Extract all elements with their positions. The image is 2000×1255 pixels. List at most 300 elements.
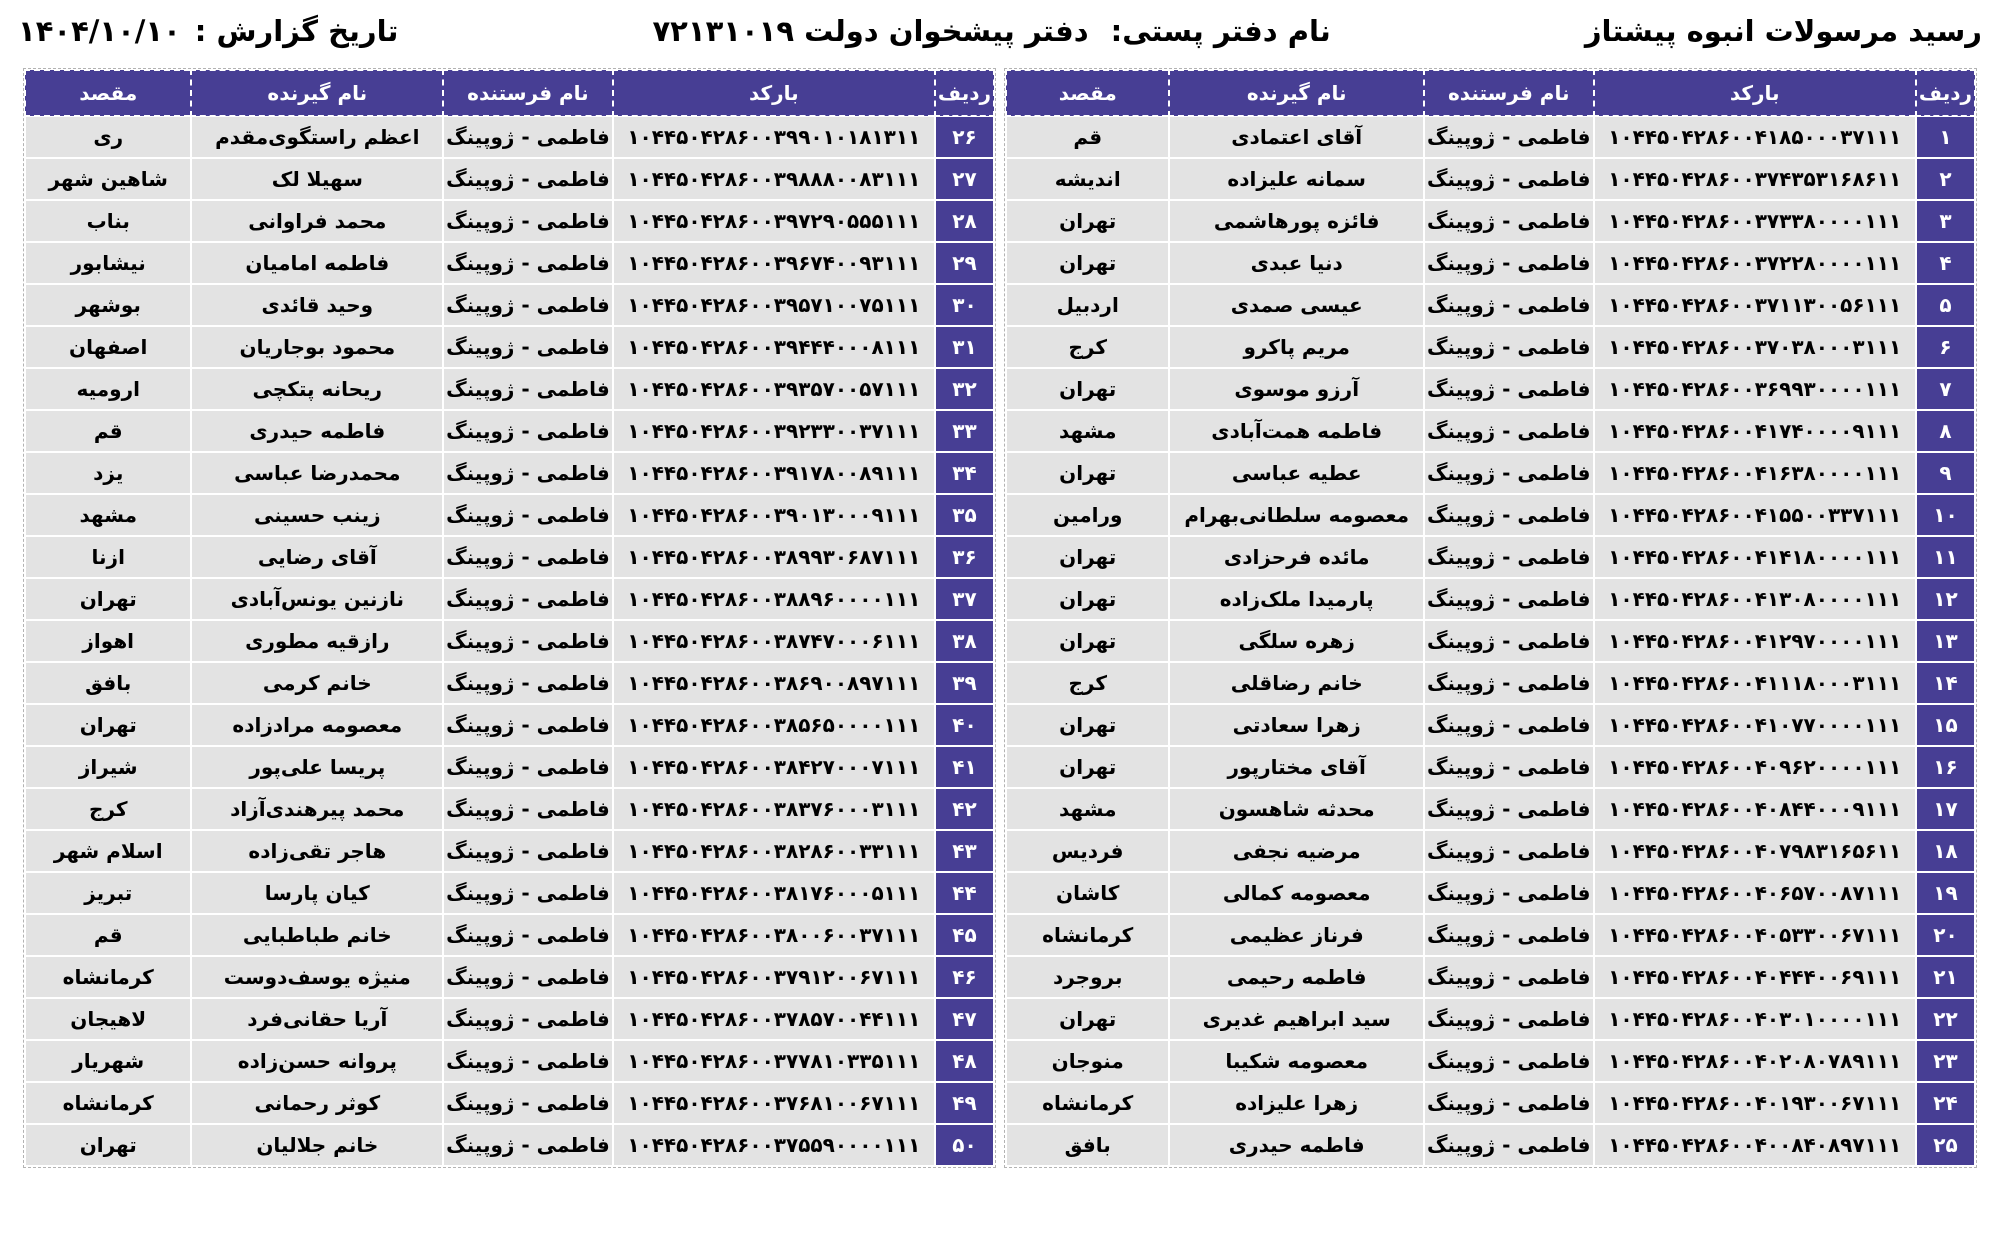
row-number-cell: ۶ xyxy=(1916,326,1975,368)
barcode-cell: ۱۰۴۴۵۰۴۲۸۶۰۰۳۸۸۹۶۰۰۰۰۱۱۱ xyxy=(613,578,935,620)
destination-cell: اسلام شهر xyxy=(25,830,191,872)
sender-cell: فاطمی - ژوپینگ xyxy=(443,494,613,536)
sender-cell: فاطمی - ژوپینگ xyxy=(443,746,613,788)
destination-cell: ورامین xyxy=(1006,494,1169,536)
destination-cell: بروجرد xyxy=(1006,956,1169,998)
recipient-cell: دنیا عبدی xyxy=(1169,242,1423,284)
row-number-cell: ۱ xyxy=(1916,116,1975,158)
barcode-cell: ۱۰۴۴۵۰۴۲۸۶۰۰۳۹۷۲۹۰۵۵۵۱۱۱ xyxy=(613,200,935,242)
sender-cell: فاطمی - ژوپینگ xyxy=(1424,326,1594,368)
barcode-cell: ۱۰۴۴۵۰۴۲۸۶۰۰۳۷۷۸۱۰۳۳۵۱۱۱ xyxy=(613,1040,935,1082)
table-row xyxy=(1006,620,1975,662)
row-number-cell: ۳۴ xyxy=(935,452,994,494)
table-row xyxy=(25,1040,994,1082)
sender-cell: فاطمی - ژوپینگ xyxy=(1424,1124,1594,1166)
destination-cell: تهران xyxy=(1006,578,1169,620)
sender-cell: فاطمی - ژوپینگ xyxy=(1424,914,1594,956)
recipient-cell: هاجر تقی‌زاده xyxy=(191,830,443,872)
destination-cell: تهران xyxy=(25,578,191,620)
sender-cell: فاطمی - ژوپینگ xyxy=(1424,1082,1594,1124)
row-number-cell: ۲۰ xyxy=(1916,914,1975,956)
sender-cell: فاطمی - ژوپینگ xyxy=(443,872,613,914)
sender-cell: فاطمی - ژوپینگ xyxy=(1424,788,1594,830)
recipient-cell: محمود بوجاریان xyxy=(191,326,443,368)
destination-cell: اردبیل xyxy=(1006,284,1169,326)
sender-cell: فاطمی - ژوپینگ xyxy=(443,956,613,998)
column-header-no: ردیف xyxy=(1916,70,1975,116)
barcode-cell: ۱۰۴۴۵۰۴۲۸۶۰۰۳۹۱۷۸۰۰۸۹۱۱۱ xyxy=(613,452,935,494)
recipient-cell: زهرا سعادتی xyxy=(1169,704,1423,746)
barcode-cell: ۱۰۴۴۵۰۴۲۸۶۰۰۳۸۵۶۵۰۰۰۰۱۱۱ xyxy=(613,704,935,746)
sender-cell: فاطمی - ژوپینگ xyxy=(443,1082,613,1124)
recipient-cell: ریحانه پتکچی xyxy=(191,368,443,410)
table-row xyxy=(25,284,994,326)
recipient-cell: رازقیه مطوری xyxy=(191,620,443,662)
sender-cell: فاطمی - ژوپینگ xyxy=(1424,662,1594,704)
row-number-cell: ۴۵ xyxy=(935,914,994,956)
sender-cell: فاطمی - ژوپینگ xyxy=(1424,242,1594,284)
recipient-cell: فرناز عظیمی xyxy=(1169,914,1423,956)
table-row xyxy=(1006,788,1975,830)
barcode-cell: ۱۰۴۴۵۰۴۲۸۶۰۰۳۸۹۹۳۰۶۸۷۱۱۱ xyxy=(613,536,935,578)
row-number-cell: ۹ xyxy=(1916,452,1975,494)
row-number-cell: ۴۲ xyxy=(935,788,994,830)
destination-cell: تبریز xyxy=(25,872,191,914)
recipient-cell: فاطمه حیدری xyxy=(1169,1124,1423,1166)
row-number-cell: ۵۰ xyxy=(935,1124,994,1166)
table-row xyxy=(25,1082,994,1124)
recipient-cell: مریم پاکرو xyxy=(1169,326,1423,368)
recipient-cell: مرضیه نجفی xyxy=(1169,830,1423,872)
recipient-cell: مائده فرحزادی xyxy=(1169,536,1423,578)
recipient-cell: آقای اعتمادی xyxy=(1169,116,1423,158)
recipient-cell: وحید قائدی xyxy=(191,284,443,326)
recipient-cell: فاطمه حیدری xyxy=(191,410,443,452)
row-number-cell: ۲۱ xyxy=(1916,956,1975,998)
column-header-recipient: نام گیرنده xyxy=(191,70,443,116)
sender-cell: فاطمی - ژوپینگ xyxy=(1424,494,1594,536)
recipient-cell: خانم کرمی xyxy=(191,662,443,704)
barcode-cell: ۱۰۴۴۵۰۴۲۸۶۰۰۴۱۸۵۰۰۰۳۷۱۱۱ xyxy=(1594,116,1916,158)
sender-cell: فاطمی - ژوپینگ xyxy=(443,116,613,158)
recipient-cell: محمد فراوانی xyxy=(191,200,443,242)
column-header-no: ردیف xyxy=(935,70,994,116)
sender-cell: فاطمی - ژوپینگ xyxy=(443,620,613,662)
table-row xyxy=(25,830,994,872)
row-number-cell: ۳۸ xyxy=(935,620,994,662)
row-number-cell: ۱۵ xyxy=(1916,704,1975,746)
sender-cell: فاطمی - ژوپینگ xyxy=(443,1124,613,1166)
row-number-cell: ۲۵ xyxy=(1916,1124,1975,1166)
tables-container xyxy=(0,48,2000,1167)
barcode-cell: ۱۰۴۴۵۰۴۲۸۶۰۰۳۷۸۵۷۰۰۴۴۱۱۱ xyxy=(613,998,935,1040)
barcode-cell: ۱۰۴۴۵۰۴۲۸۶۰۰۴۰۹۶۲۰۰۰۰۱۱۱ xyxy=(1594,746,1916,788)
row-number-cell: ۱۶ xyxy=(1916,746,1975,788)
destination-cell: کرج xyxy=(1006,662,1169,704)
table-row xyxy=(1006,998,1975,1040)
destination-cell: یزد xyxy=(25,452,191,494)
sender-cell: فاطمی - ژوپینگ xyxy=(1424,410,1594,452)
recipient-cell: معصومه مرادزاده xyxy=(191,704,443,746)
table-row xyxy=(25,1124,994,1166)
column-header-recipient: نام گیرنده xyxy=(1169,70,1423,116)
barcode-cell: ۱۰۴۴۵۰۴۲۸۶۰۰۴۰۴۴۴۰۰۶۹۱۱۱ xyxy=(1594,956,1916,998)
table-row xyxy=(25,200,994,242)
post-office-value: دفتر پیشخوان دولت ۷۲۱۳۱۰۱۹ xyxy=(652,14,1089,48)
row-number-cell: ۳۰ xyxy=(935,284,994,326)
table-row xyxy=(25,998,994,1040)
table-row xyxy=(1006,284,1975,326)
destination-cell: تهران xyxy=(1006,620,1169,662)
sender-cell: فاطمی - ژوپینگ xyxy=(1424,284,1594,326)
destination-cell: تهران xyxy=(25,704,191,746)
barcode-cell: ۱۰۴۴۵۰۴۲۸۶۰۰۴۰۷۹۸۳۱۶۵۶۱۱ xyxy=(1594,830,1916,872)
table-row xyxy=(1006,830,1975,872)
sender-cell: فاطمی - ژوپینگ xyxy=(443,704,613,746)
destination-cell: بافق xyxy=(25,662,191,704)
row-number-cell: ۱۴ xyxy=(1916,662,1975,704)
row-number-cell: ۴۸ xyxy=(935,1040,994,1082)
row-number-cell: ۱۲ xyxy=(1916,578,1975,620)
recipient-cell: خانم رضاقلی xyxy=(1169,662,1423,704)
sender-cell: فاطمی - ژوپینگ xyxy=(1424,200,1594,242)
barcode-cell: ۱۰۴۴۵۰۴۲۸۶۰۰۴۱۴۱۸۰۰۰۰۱۱۱ xyxy=(1594,536,1916,578)
table-row xyxy=(1006,956,1975,998)
recipient-cell: خانم طباطبایی xyxy=(191,914,443,956)
recipient-cell: فاطمه امامیان xyxy=(191,242,443,284)
recipient-cell: زهره سلگی xyxy=(1169,620,1423,662)
sender-cell: فاطمی - ژوپینگ xyxy=(443,578,613,620)
row-number-cell: ۳ xyxy=(1916,200,1975,242)
table-row xyxy=(25,914,994,956)
destination-cell: شاهین شهر xyxy=(25,158,191,200)
recipient-cell: زهرا علیزاده xyxy=(1169,1082,1423,1124)
row-number-cell: ۲۲ xyxy=(1916,998,1975,1040)
sender-cell: فاطمی - ژوپینگ xyxy=(443,326,613,368)
barcode-cell: ۱۰۴۴۵۰۴۲۸۶۰۰۳۸۷۴۷۰۰۰۶۱۱۱ xyxy=(613,620,935,662)
sender-cell: فاطمی - ژوپینگ xyxy=(1424,1040,1594,1082)
destination-cell: منوجان xyxy=(1006,1040,1169,1082)
table-row xyxy=(25,872,994,914)
barcode-cell: ۱۰۴۴۵۰۴۲۸۶۰۰۴۱۰۷۷۰۰۰۰۱۱۱ xyxy=(1594,704,1916,746)
barcode-cell: ۱۰۴۴۵۰۴۲۸۶۰۰۳۹۶۷۴۰۰۹۳۱۱۱ xyxy=(613,242,935,284)
table-row xyxy=(1006,242,1975,284)
post-office-label: نام دفتر پستی: xyxy=(1110,14,1331,48)
row-number-cell: ۴۱ xyxy=(935,746,994,788)
table-row xyxy=(1006,368,1975,410)
sender-cell: فاطمی - ژوپینگ xyxy=(443,410,613,452)
barcode-cell: ۱۰۴۴۵۰۴۲۸۶۰۰۳۹۴۴۴۰۰۰۸۱۱۱ xyxy=(613,326,935,368)
barcode-cell: ۱۰۴۴۵۰۴۲۸۶۰۰۴۰۳۰۱۰۰۰۰۱۱۱ xyxy=(1594,998,1916,1040)
sender-cell: فاطمی - ژوپینگ xyxy=(1424,536,1594,578)
table-row xyxy=(1006,872,1975,914)
sender-cell: فاطمی - ژوپینگ xyxy=(443,158,613,200)
recipient-cell: پارمیدا ملک‌زاده xyxy=(1169,578,1423,620)
header-row xyxy=(25,70,994,116)
table-row xyxy=(25,536,994,578)
table-row xyxy=(1006,1124,1975,1166)
sender-cell: فاطمی - ژوپینگ xyxy=(443,284,613,326)
row-number-cell: ۴۰ xyxy=(935,704,994,746)
destination-cell: تهران xyxy=(1006,746,1169,788)
destination-cell: کرج xyxy=(1006,326,1169,368)
sender-cell: فاطمی - ژوپینگ xyxy=(1424,872,1594,914)
recipient-cell: سمانه علیزاده xyxy=(1169,158,1423,200)
row-number-cell: ۸ xyxy=(1916,410,1975,452)
parcel-table-rows-1-25 xyxy=(1005,69,1976,1167)
table-row xyxy=(1006,116,1975,158)
recipient-cell: کیان پارسا xyxy=(191,872,443,914)
barcode-cell: ۱۰۴۴۵۰۴۲۸۶۰۰۳۸۴۲۷۰۰۰۷۱۱۱ xyxy=(613,746,935,788)
barcode-cell: ۱۰۴۴۵۰۴۲۸۶۰۰۳۹۰۱۳۰۰۰۹۱۱۱ xyxy=(613,494,935,536)
sender-cell: فاطمی - ژوپینگ xyxy=(1424,578,1594,620)
barcode-cell: ۱۰۴۴۵۰۴۲۸۶۰۰۴۱۶۳۸۰۰۰۰۱۱۱ xyxy=(1594,452,1916,494)
destination-cell: اهواز xyxy=(25,620,191,662)
sender-cell: فاطمی - ژوپینگ xyxy=(1424,368,1594,410)
table-row xyxy=(1006,704,1975,746)
sender-cell: فاطمی - ژوپینگ xyxy=(443,662,613,704)
destination-cell: مشهد xyxy=(1006,410,1169,452)
destination-cell: تهران xyxy=(1006,242,1169,284)
destination-cell: کرمانشاه xyxy=(1006,1082,1169,1124)
row-number-cell: ۲ xyxy=(1916,158,1975,200)
row-number-cell: ۳۹ xyxy=(935,662,994,704)
barcode-cell: ۱۰۴۴۵۰۴۲۸۶۰۰۳۹۲۳۳۰۰۳۷۱۱۱ xyxy=(613,410,935,452)
table-row xyxy=(25,410,994,452)
sender-cell: فاطمی - ژوپینگ xyxy=(1424,158,1594,200)
table-row xyxy=(25,746,994,788)
destination-cell: ازنا xyxy=(25,536,191,578)
row-number-cell: ۱۹ xyxy=(1916,872,1975,914)
report-header xyxy=(0,0,2000,48)
row-number-cell: ۱۷ xyxy=(1916,788,1975,830)
report-date-group xyxy=(18,14,398,48)
table-row xyxy=(1006,1040,1975,1082)
row-number-cell: ۴۴ xyxy=(935,872,994,914)
destination-cell: تهران xyxy=(1006,704,1169,746)
barcode-cell: ۱۰۴۴۵۰۴۲۸۶۰۰۳۷۴۳۵۳۱۶۸۶۱۱ xyxy=(1594,158,1916,200)
table-row xyxy=(25,662,994,704)
row-number-cell: ۳۵ xyxy=(935,494,994,536)
column-header-sender: نام فرستنده xyxy=(443,70,613,116)
row-number-cell: ۳۳ xyxy=(935,410,994,452)
destination-cell: مشهد xyxy=(1006,788,1169,830)
recipient-cell: معصومه کمالی xyxy=(1169,872,1423,914)
table-row xyxy=(1006,158,1975,200)
recipient-cell: معصومه سلطانی‌بهرام xyxy=(1169,494,1423,536)
barcode-cell: ۱۰۴۴۵۰۴۲۸۶۰۰۴۰۶۵۷۰۰۸۷۱۱۱ xyxy=(1594,872,1916,914)
table-row xyxy=(1006,410,1975,452)
post-office-group xyxy=(652,14,1330,48)
barcode-cell: ۱۰۴۴۵۰۴۲۸۶۰۰۳۸۶۹۰۰۸۹۷۱۱۱ xyxy=(613,662,935,704)
destination-cell: اندیشه xyxy=(1006,158,1169,200)
destination-cell: بافق xyxy=(1006,1124,1169,1166)
column-header-destination: مقصد xyxy=(25,70,191,116)
destination-cell: نیشابور xyxy=(25,242,191,284)
destination-cell: مشهد xyxy=(25,494,191,536)
recipient-cell: محمدرضا عباسی xyxy=(191,452,443,494)
barcode-cell: ۱۰۴۴۵۰۴۲۸۶۰۰۳۷۰۳۸۰۰۰۳۱۱۱ xyxy=(1594,326,1916,368)
barcode-cell: ۱۰۴۴۵۰۴۲۸۶۰۰۳۶۹۹۳۰۰۰۰۱۱۱ xyxy=(1594,368,1916,410)
destination-cell: بوشهر xyxy=(25,284,191,326)
sender-cell: فاطمی - ژوپینگ xyxy=(443,452,613,494)
sender-cell: فاطمی - ژوپینگ xyxy=(443,998,613,1040)
barcode-cell: ۱۰۴۴۵۰۴۲۸۶۰۰۳۹۵۷۱۰۰۷۵۱۱۱ xyxy=(613,284,935,326)
destination-cell: کرمانشاه xyxy=(25,1082,191,1124)
recipient-cell: زینب حسینی xyxy=(191,494,443,536)
destination-cell: کرج xyxy=(25,788,191,830)
row-number-cell: ۲۹ xyxy=(935,242,994,284)
row-number-cell: ۷ xyxy=(1916,368,1975,410)
barcode-cell: ۱۰۴۴۵۰۴۲۸۶۰۰۳۹۳۵۷۰۰۵۷۱۱۱ xyxy=(613,368,935,410)
recipient-cell: کوثر رحمانی xyxy=(191,1082,443,1124)
barcode-cell: ۱۰۴۴۵۰۴۲۸۶۰۰۴۱۱۱۸۰۰۰۳۱۱۱ xyxy=(1594,662,1916,704)
destination-cell: شهریار xyxy=(25,1040,191,1082)
destination-cell: اصفهان xyxy=(25,326,191,368)
recipient-cell: اعظم راستگوی‌مقدم xyxy=(191,116,443,158)
destination-cell: تهران xyxy=(1006,368,1169,410)
page-title: رسید مرسولات انبوه پیشتاز xyxy=(1584,14,1982,48)
table-row xyxy=(25,620,994,662)
table-row xyxy=(1006,536,1975,578)
sender-cell: فاطمی - ژوپینگ xyxy=(443,830,613,872)
recipient-cell: خانم جلالیان xyxy=(191,1124,443,1166)
report-date-label: تاریخ گزارش : xyxy=(194,14,399,48)
row-number-cell: ۳۷ xyxy=(935,578,994,620)
table-row xyxy=(25,956,994,998)
recipient-cell: پریسا علی‌پور xyxy=(191,746,443,788)
destination-cell: لاهیجان xyxy=(25,998,191,1040)
row-number-cell: ۳۱ xyxy=(935,326,994,368)
barcode-cell: ۱۰۴۴۵۰۴۲۸۶۰۰۳۹۸۸۸۰۰۸۳۱۱۱ xyxy=(613,158,935,200)
destination-cell: ارومیه xyxy=(25,368,191,410)
table-row xyxy=(1006,578,1975,620)
table-row xyxy=(1006,200,1975,242)
destination-cell: شیراز xyxy=(25,746,191,788)
row-number-cell: ۴۳ xyxy=(935,830,994,872)
recipient-cell: آقای مختارپور xyxy=(1169,746,1423,788)
row-number-cell: ۱۱ xyxy=(1916,536,1975,578)
recipient-cell: فاطمه همت‌آبادی xyxy=(1169,410,1423,452)
recipient-cell: فاطمه رحیمی xyxy=(1169,956,1423,998)
recipient-cell: نازنین یونس‌آبادی xyxy=(191,578,443,620)
sender-cell: فاطمی - ژوپینگ xyxy=(1424,704,1594,746)
sender-cell: فاطمی - ژوپینگ xyxy=(1424,830,1594,872)
destination-cell: کرمانشاه xyxy=(25,956,191,998)
table-row xyxy=(25,704,994,746)
column-header-sender: نام فرستنده xyxy=(1424,70,1594,116)
barcode-cell: ۱۰۴۴۵۰۴۲۸۶۰۰۴۱۳۰۸۰۰۰۰۱۱۱ xyxy=(1594,578,1916,620)
recipient-cell: آرزو موسوی xyxy=(1169,368,1423,410)
recipient-cell: فائزه پورهاشمی xyxy=(1169,200,1423,242)
destination-cell: تهران xyxy=(1006,200,1169,242)
row-number-cell: ۲۶ xyxy=(935,116,994,158)
sender-cell: فاطمی - ژوپینگ xyxy=(443,788,613,830)
destination-cell: تهران xyxy=(1006,536,1169,578)
barcode-cell: ۱۰۴۴۵۰۴۲۸۶۰۰۳۷۶۸۱۰۰۶۷۱۱۱ xyxy=(613,1082,935,1124)
destination-cell: قم xyxy=(25,914,191,956)
table-row xyxy=(25,788,994,830)
table-row xyxy=(1006,452,1975,494)
recipient-cell: سهیلا لک xyxy=(191,158,443,200)
row-number-cell: ۳۲ xyxy=(935,368,994,410)
destination-cell: فردیس xyxy=(1006,830,1169,872)
row-number-cell: ۴۶ xyxy=(935,956,994,998)
barcode-cell: ۱۰۴۴۵۰۴۲۸۶۰۰۴۰۲۰۸۰۷۸۹۱۱۱ xyxy=(1594,1040,1916,1082)
destination-cell: کاشان xyxy=(1006,872,1169,914)
column-header-barcode: بارکد xyxy=(613,70,935,116)
table-row xyxy=(1006,1082,1975,1124)
barcode-cell: ۱۰۴۴۵۰۴۲۸۶۰۰۴۰۱۹۳۰۰۶۷۱۱۱ xyxy=(1594,1082,1916,1124)
column-header-destination: مقصد xyxy=(1006,70,1169,116)
table-row xyxy=(1006,914,1975,956)
sender-cell: فاطمی - ژوپینگ xyxy=(1424,452,1594,494)
recipient-cell: عطیه عباسی xyxy=(1169,452,1423,494)
table-row xyxy=(25,494,994,536)
row-number-cell: ۳۶ xyxy=(935,536,994,578)
table-row xyxy=(25,452,994,494)
sender-cell: فاطمی - ژوپینگ xyxy=(443,242,613,284)
row-number-cell: ۱۰ xyxy=(1916,494,1975,536)
sender-cell: فاطمی - ژوپینگ xyxy=(443,200,613,242)
row-number-cell: ۱۸ xyxy=(1916,830,1975,872)
table-row xyxy=(1006,662,1975,704)
barcode-cell: ۱۰۴۴۵۰۴۲۸۶۰۰۴۱۵۵۰۰۳۳۷۱۱۱ xyxy=(1594,494,1916,536)
destination-cell: قم xyxy=(1006,116,1169,158)
barcode-cell: ۱۰۴۴۵۰۴۲۸۶۰۰۴۱۲۹۷۰۰۰۰۱۱۱ xyxy=(1594,620,1916,662)
row-number-cell: ۴ xyxy=(1916,242,1975,284)
row-number-cell: ۴۷ xyxy=(935,998,994,1040)
destination-cell: قم xyxy=(25,410,191,452)
recipient-cell: عیسی صمدی xyxy=(1169,284,1423,326)
row-number-cell: ۲۸ xyxy=(935,200,994,242)
barcode-cell: ۱۰۴۴۵۰۴۲۸۶۰۰۳۸۰۰۶۰۰۳۷۱۱۱ xyxy=(613,914,935,956)
sender-cell: فاطمی - ژوپینگ xyxy=(1424,998,1594,1040)
sender-cell: فاطمی - ژوپینگ xyxy=(443,914,613,956)
header-row xyxy=(1006,70,1975,116)
barcode-cell: ۱۰۴۴۵۰۴۲۸۶۰۰۴۰۵۳۳۰۰۶۷۱۱۱ xyxy=(1594,914,1916,956)
barcode-cell: ۱۰۴۴۵۰۴۲۸۶۰۰۳۷۹۱۲۰۰۶۷۱۱۱ xyxy=(613,956,935,998)
barcode-cell: ۱۰۴۴۵۰۴۲۸۶۰۰۴۰۰۸۴۰۸۹۷۱۱۱ xyxy=(1594,1124,1916,1166)
row-number-cell: ۲۷ xyxy=(935,158,994,200)
recipient-cell: منیژه یوسف‌دوست xyxy=(191,956,443,998)
row-number-cell: ۴۹ xyxy=(935,1082,994,1124)
recipient-cell: سید ابراهیم غدیری xyxy=(1169,998,1423,1040)
barcode-cell: ۱۰۴۴۵۰۴۲۸۶۰۰۳۷۵۵۹۰۰۰۰۱۱۱ xyxy=(613,1124,935,1166)
table-row xyxy=(25,326,994,368)
table-row xyxy=(25,116,994,158)
destination-cell: ری xyxy=(25,116,191,158)
recipient-cell: محدثه شاهسون xyxy=(1169,788,1423,830)
barcode-cell: ۱۰۴۴۵۰۴۲۸۶۰۰۳۸۳۷۶۰۰۰۳۱۱۱ xyxy=(613,788,935,830)
barcode-cell: ۱۰۴۴۵۰۴۲۸۶۰۰۳۷۳۳۸۰۰۰۰۱۱۱ xyxy=(1594,200,1916,242)
sender-cell: فاطمی - ژوپینگ xyxy=(1424,620,1594,662)
barcode-cell: ۱۰۴۴۵۰۴۲۸۶۰۰۳۸۱۷۶۰۰۰۵۱۱۱ xyxy=(613,872,935,914)
table-row xyxy=(1006,494,1975,536)
report-date-value: ۱۴۰۴/۱۰/۱۰ xyxy=(18,14,181,48)
barcode-cell: ۱۰۴۴۵۰۴۲۸۶۰۰۳۷۲۲۸۰۰۰۰۱۱۱ xyxy=(1594,242,1916,284)
barcode-cell: ۱۰۴۴۵۰۴۲۸۶۰۰۳۹۹۰۱۰۱۸۱۳۱۱ xyxy=(613,116,935,158)
barcode-cell: ۱۰۴۴۵۰۴۲۸۶۰۰۳۷۱۱۳۰۰۵۶۱۱۱ xyxy=(1594,284,1916,326)
barcode-cell: ۱۰۴۴۵۰۴۲۸۶۰۰۴۰۸۴۴۰۰۰۹۱۱۱ xyxy=(1594,788,1916,830)
row-number-cell: ۱۳ xyxy=(1916,620,1975,662)
destination-cell: تهران xyxy=(1006,998,1169,1040)
barcode-cell: ۱۰۴۴۵۰۴۲۸۶۰۰۴۱۷۴۰۰۰۰۹۱۱۱ xyxy=(1594,410,1916,452)
recipient-cell: پروانه حسن‌زاده xyxy=(191,1040,443,1082)
sender-cell: فاطمی - ژوپینگ xyxy=(1424,746,1594,788)
sender-cell: فاطمی - ژوپینگ xyxy=(443,1040,613,1082)
row-number-cell: ۲۴ xyxy=(1916,1082,1975,1124)
